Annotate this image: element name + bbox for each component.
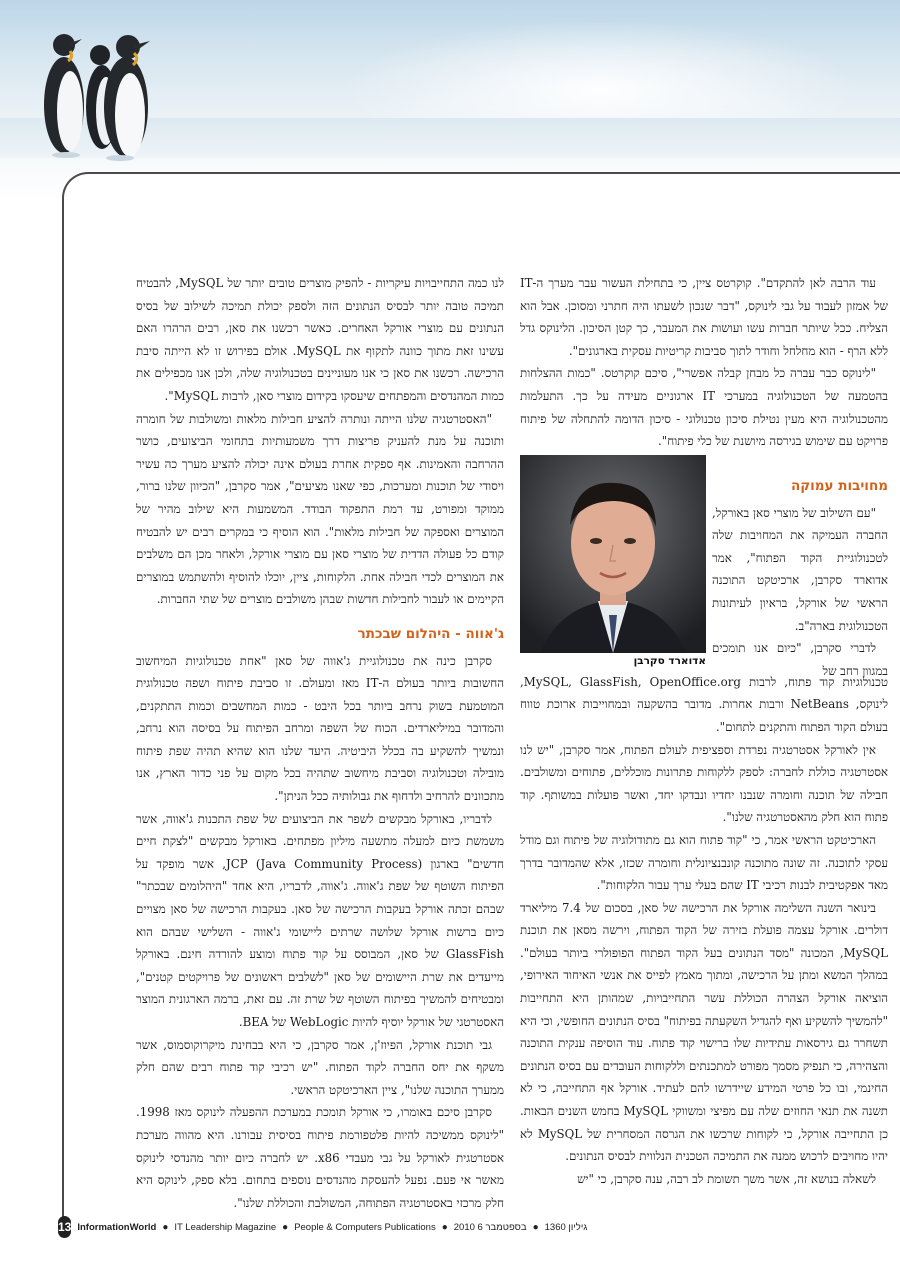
magazine-name: IT Leadership Magazine <box>174 1221 277 1233</box>
paragraph: "עם השילוב של מוצרי סאן באורקל, החברה העמיקה את המחויבות שלה לטכנולוגיית הקוד הפתוח", אמר אדוארד סקרבן, ארכיטקט התוכנה הראשי של אורקל, בראיון לעיתונות הטכנולוגית בארה"ב. <box>712 505 888 633</box>
portrait-illustration <box>520 455 706 653</box>
penguins-illustration <box>30 25 170 165</box>
paragraph: לנו כמה התחייבויות עיקריות - להפיק מוצרים טובים יותר של MySQL, להבטיח תמיכה טובה יותר לבסיס הנתונים הזה ולספק יכולת תמיכה לשילוב של בסיס הנתונים עם מוצרי אורקל האחרים. כאשר רכשנו את סאן, רבים הרהרו האם עשינו זאת מתוך כוונה לתקוף את MySQL. אולם בפירוש זו לא הייתה סיבת הרכישה. רכשנו את סאן כי אנו מעוניינים בטכנולוגיה שלה, ולכן אנו מכפילים את כמות המהנדסים והמפתחים שיעסקו בקידום מוצרי סאן, לרבות MySQL". <box>136 276 504 403</box>
section-heading-commitment: מחויבות עמוקה <box>790 478 888 494</box>
paragraph: גבי תוכנת אורקל, הפיוז'ן, אמר סקרבן, כי היא בבחינת מיקרוקוסמוס, אשר משקף את יחס החברה לקוד הפתוח. "יש רכיבי קוד פתוח רבים שהם חלק ממערך התוכנה שלנו", ציין הארכיטקט הראשי. <box>136 1037 504 1097</box>
page-number: 13 <box>58 1216 71 1238</box>
paragraph: אין לאורקל אסטרטגיה נפרדת וספציפית לעולם הפתוח, אמר סקרבן, "יש לנו אסטרטגיה כוללת לחברה: לספק ללקוחות פתרונות מוכללים, פתוחים ומשולבים. חבילה של תוכנה וחומרה שנבנו יחדיו ונבדקו יחד, ואשר פועלות במשותף. קוד פתוח הוא חלק מהאסטרטגיה שלנו". <box>520 742 888 825</box>
paragraph: עוד הרבה לאן להתקדם". קוקרטס ציין, כי בתחילת העשור עבר מערך ה-IT של אמזון לעבוד על גבי לינוקס, "דבר שנכון לשעתו היה חתרני ומסוכן. אבל הוא הצליח. ככל שיותר חברות עשו ועושות את המעבר, כך קטן הסיכון. הלינוקס גדל ללא הרף - הוא מחלחל וחודר לתוך סביבות קריטיות עסקית בארגונים". <box>520 276 888 358</box>
header-photo <box>0 0 900 200</box>
page-footer <box>58 1215 588 1239</box>
paragraph: לשאלה בנושא זה, אשר משך תשומת לב רבה, ענה סקרבן, כי "יש <box>577 1171 876 1186</box>
publisher-name: People & Computers Publications <box>294 1221 436 1233</box>
separator-dot: ● <box>532 1221 539 1233</box>
portrait-photo <box>520 455 706 653</box>
issue-date: 2010 6 בספטמבר <box>453 1221 527 1233</box>
photo-caption: אדוארד סקרבן <box>520 653 706 669</box>
left-column <box>136 272 504 1214</box>
publication-name: InformationWorld <box>77 1221 157 1233</box>
paragraph: "לינוקס כבר עברה כל מבחן קבלה אפשרי", סיכם קוקרטס. "כמות ההצלחות בהטמעה של הטכנולוגיה במערכי IT ארגוניים מעידה על כך. התעלמות מהטכנולוגיה היא מעין נטילת סיכון טכנולוגי - סיכון הדומה להתחלה של פיתוח פרויקט עם שימוש בגירסה מיושנת של כלי פיתוח". <box>520 366 888 449</box>
issue-number: גיליון 1360 <box>544 1221 588 1233</box>
separator-dot: ● <box>162 1221 169 1233</box>
separator-dot: ● <box>441 1221 448 1233</box>
separator-dot: ● <box>282 1221 289 1233</box>
paragraph: לדבריו, באורקל מבקשים לשפר את הביצועים של שפת התכנות ג'אווה, אשר משמשת כיום למעלה מתשעה מיליון מפתחים. באורקל מבקשים "לצקת חיים חדשים" בארגון JCP (Java Community Process), אשר מופקד על הפיתוח השוטף של שפת ג'אווה. ג'אווה, לדבריו, היא אחד "היהלומים שבכתר" שבהם זכתה אורקל בעקבות הרכישה של סאן. בעקבות הרכישה של סאן מצויים כיום ברשות אורקל שלושה שרתים ליישומי ג'אווה - השלישי שבהם הוא GlassFish של סאן, המבוסס על קוד פתוח ומוצע להורדה חינם. באורקל מייעדים את שרת היישומים של סאן "לשלבים ראשונים של פרויקטים קטנים", ומבטיחים להמשיך בפיתוח השוטף של שרת זה. עם זאת, ברמה הארגונית המוצר האסטרטגי של אורקל יוסיף להיות WebLogic של BEA. <box>136 811 504 1029</box>
paragraph: הארכיטקט הראשי אמר, כי "קוד פתוח הוא גם מתודולוגיה של פיתוח וגם מודל עסקי לתוכנה. זה שונה מתוכנה קונבנציונלית וחומרה שכזו, אלא שהמדובר בדרך מאד אפקטיבית לבנות רכיבי IT שהם בעלי ערך עבור הלקוחות". <box>520 832 888 893</box>
paragraph: "האסטרטגיה שלנו הייתה ונותרה להציע חבילות מלאות ומשולבות של חומרה ותוכנה על מנת להעניק פריצות דרך משמעותיות בתחומי הביצועים, כושר ההרחבה והאמינות. אף ספקית אחרת בעולם אינה יכולה להציע מערך כה עשיר ויסודי של תוכנות ומערכות, כפי שאנו מציעים", אמר סקרבן, "הכיוון שלנו ברור, ממוקד ומפורט, עד רמת התפקוד הבודד. המשמעות היא שילוב מהיר של המוצרים ואספקה של חבילות מלאות". הוא הוסיף כי במקרים רבים יש להבטיח קודם כל פעולה הדדית של מוצרי סאן עם מוצרי אורקל, ולאחר מכן הם משלבים את המוצרים לכדי חבילה אחת. הלקוחות, ציין, יוכלו להוסיף ולהשתמש במוצרים הקיימים או לעבור לחבילות חדשות שבהן משולבים מוצרים של שתי החברות. <box>136 411 504 607</box>
section-heading-java: ג'אווה - היהלום שבכתר <box>357 625 504 642</box>
paragraph: סקרבן סיכם באומרו, כי אורקל תומכת במערכת ההפעלה לינוקס מאז 1998. "לינוקס ממשיכה להיות פלטפורמת פיתוח בסיסית עבורנו. היא מהווה מערכת אסטרטגית לאורקל על גבי מעבדי x86. יש לחברה כיום יותר מהנדסי לינוקס מאשר אי פעם. נפעל להעסקת מהנדסים נוספים בתחום. בלא ספק, לינוקס היא חלק מרכזי באסטרטגיה הפתוחה, המשולבת והכוללת שלנו". <box>136 1105 504 1210</box>
paragraph: טכנולוגיות קוד פתוח, לרבות MySQL, GlassFish, OpenOffice.org, לינוקס, NetBeans ורבות אחרות. מדובר בהשקעה ובמחוייבות ארוכת טווח בעולם הקוד הפתוח והתקנים לתחום". <box>520 674 888 734</box>
paragraph: בינואר השנה השלימה אורקל את הרכישה של סאן, בסכום של 7.4 מיליארד דולרים. אורקל עצמה פועלת בזירה של הקוד הפתוח, וירשה מסאן את תוכנת MySQL, המכונה "מסד הנתונים בעל הקוד הפתוח הפופולרי ביותר בעולם". במהלך המשא ומתן על הרכישה, ומתוך מאמץ לפייס את אנשי האיחוד האירופי, הוציאה אורקל הצהרה הכוללת עשר התחייבויות, שמהותן היא התחייבות "להמשיך להשקיע ואף להגדיל השקעתה בפיתוח" בסיס הנתונים החופשי, וכי היא תשחרר גם גירסאות עתידיות שלו ברישוי קוד פתוח. עוד הוסיפה ענקית התוכנה והצהירה, כי תנפיק מסמך מפורט למתכנתים וללקוחות העובדים עם בסיס הנתונים החינמי, ובו כל פרטי המידע שיידרשו להם לעתיד. אורקל אף התחייבה, כי לא תשנה את תנאי החוזים שלה עם מפיצי ומשווקי MySQL בחמש השנים הבאות. כן התחייבה אורקל, כי לקוחות שרכשו את הגרסה המסחרית של MySQL לא יהיו מחויבים לרכוש ממנה את התמיכה הטכנית הנלווית לבסיס הנתונים. <box>520 900 888 1164</box>
paragraph: לדברי סקרבן, "כיום אנו תומכים במגוון רחב של <box>712 641 888 678</box>
paragraph: סקרבן כינה את טכנולוגיית ג'אווה של סאן "אחת טכנולוגיות המיחשוב החשובות ביותר בעולם ה-IT מאז ומעולם. זו סביבת פיתוח ושפה טכנולוגית המוטמעת בשוק נרחב ביותר בכל היבט - כמות המחשבים וכמות התתקנים, והמדובר במיליארדים. הכוח של השפה ומרחב הפיתוח על בסיסה הוא נרחב, ונמשיך להשקיע בה בכלל היביטיה. היעד שלנו הוא שהיא תהיה שפת פיתוח מובילה וטכנולוגיה וסביבת מיחשוב שתהיה בכל מקום על פני כדור הארץ, אנו מתכוונים להרחיב ולדחוף את גבולותיה ככל הניתן". <box>136 653 504 804</box>
right-column <box>520 272 888 1190</box>
beside-photo-text <box>712 475 888 682</box>
